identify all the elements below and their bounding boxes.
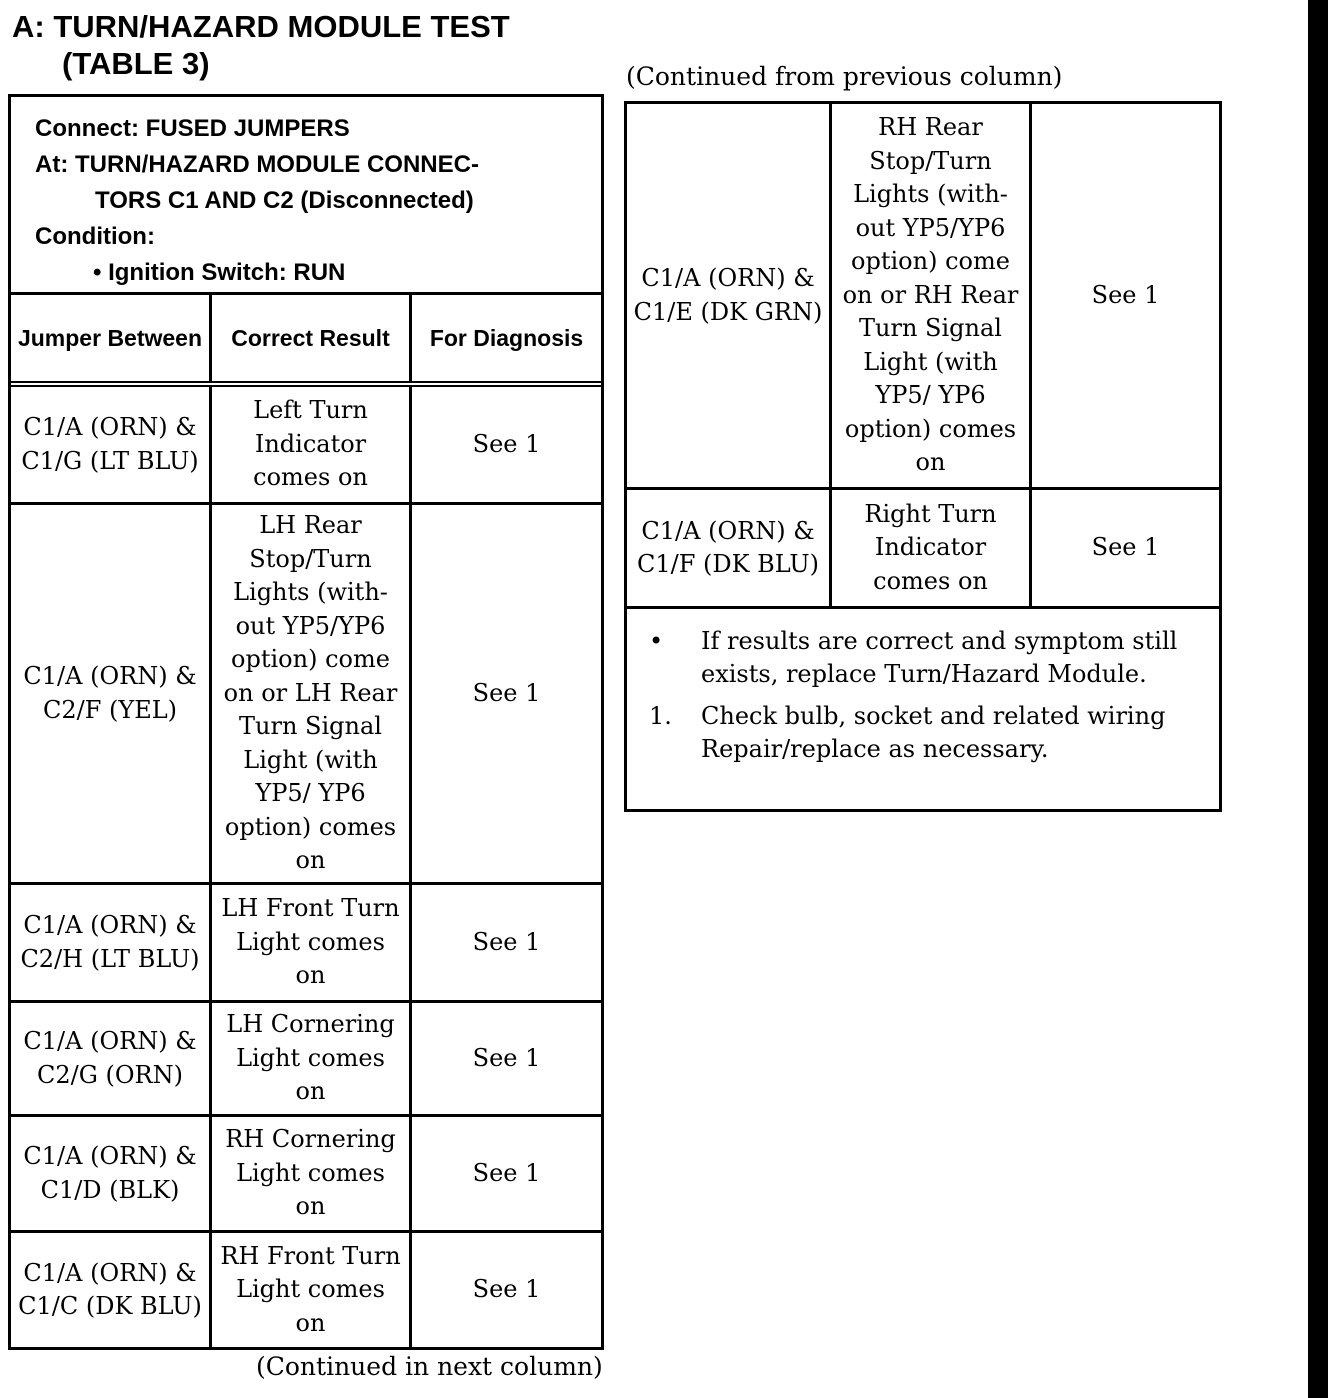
jumper-cell: C1/A (ORN) & C1/C (DK BLU) [18,1258,202,1320]
condition-item [35,255,601,291]
diagnosis-cell: See 1 [409,885,601,1000]
connect-value: FUSED JUMPERS [145,115,350,142]
table-row [11,1003,601,1117]
table-body-left [11,387,601,1347]
note-item [649,625,1209,691]
table-row [11,885,601,1003]
table-row [627,490,1219,606]
result-cell: Left Turn Indicator comes on [209,387,409,502]
at-value-line-2: TORS C1 AND C2 (Disconnected) [95,187,474,214]
test-table-left [8,94,604,1350]
condition-label: Condition: [35,223,155,250]
diagnosis-cell: See 1 [409,1003,601,1114]
at-line [35,147,601,183]
diagnosis-cell: See 1 [1029,104,1219,487]
note-text: Check bulb, socket and related wiring Repair/replace as necessary. [701,702,1166,763]
continued-in-next-column: (Continued in next column) [256,1352,603,1381]
table-row [11,505,601,885]
jumper-cell: C1/A (ORN) & C2/H (LT BLU) [20,911,200,973]
page-title [12,8,510,82]
note-text: If results are correct and symptom still exists, replace Turn/Hazard Module. [701,627,1178,688]
diagnosis-cell: See 1 [409,1233,601,1347]
jumper-cell: C1/A (ORN) & C2/G (ORN) [23,1027,197,1089]
note-number: 1. [649,702,672,730]
table-row [11,1233,601,1347]
title-line-2: (TABLE 3) [62,46,210,81]
table-row [627,104,1219,490]
jumper-cell: C1/A (ORN) & C1/F (DK BLU) [636,516,819,578]
note-item [649,700,1209,766]
title-line-1: A: TURN/HAZARD MODULE TEST [12,9,510,44]
bullet-icon: • [93,259,102,286]
connect-line [35,111,601,147]
jumper-cell: C1/A (ORN) & C1/E (DK GRN) [633,264,823,326]
condition-item-text: Ignition Switch: RUN [108,259,346,286]
jumper-cell: C1/A (ORN) & C2/F (YEL) [23,662,197,724]
result-cell: LH Rear Stop/Turn Lights (with-out YP5/YP6 option) come on or LH Rear Turn Signal Light (with YP5/ YP6 option) comes on [209,505,409,882]
at-label: At: [35,151,69,178]
column-header-result: Correct Result [209,295,409,381]
result-cell: Right Turn Indicator comes on [829,490,1029,606]
at-value-line-1: TURN/HAZARD MODULE CONNEC- [75,151,479,178]
jumper-cell: C1/A (ORN) & C1/G (LT BLU) [21,413,199,475]
connect-label: Connect: [35,115,139,142]
diagnosis-cell: See 1 [409,1117,601,1230]
result-cell: LH Front Turn Light comes on [209,885,409,1000]
jumper-cell: C1/A (ORN) & C1/D (BLK) [23,1142,197,1204]
result-cell: LH Cornering Light comes on [209,1003,409,1114]
table-row [11,387,601,505]
diagnosis-cell: See 1 [1029,490,1219,606]
test-table-right [624,101,1222,609]
test-setup-box [11,97,601,295]
diagnosis-cell: See 1 [409,387,601,502]
page-edge-shadow [1308,0,1328,1398]
notes-box [624,606,1222,812]
table-row [11,1117,601,1233]
result-cell: RH Rear Stop/Turn Lights (with-out YP5/YP6 option) come on or RH Rear Turn Signal Light (with YP5/ YP6 option) comes on [829,104,1029,487]
result-cell: RH Cornering Light comes on [209,1117,409,1230]
continued-from-previous-column: (Continued from previous column) [626,62,1063,91]
column-headers [11,295,601,387]
column-header-diagnosis: For Diagnosis [409,295,601,381]
result-cell: RH Front Turn Light comes on [209,1233,409,1347]
column-header-jumper: Jumper Between [17,324,203,351]
bullet-icon: • [649,627,664,655]
diagnosis-cell: See 1 [409,505,601,882]
